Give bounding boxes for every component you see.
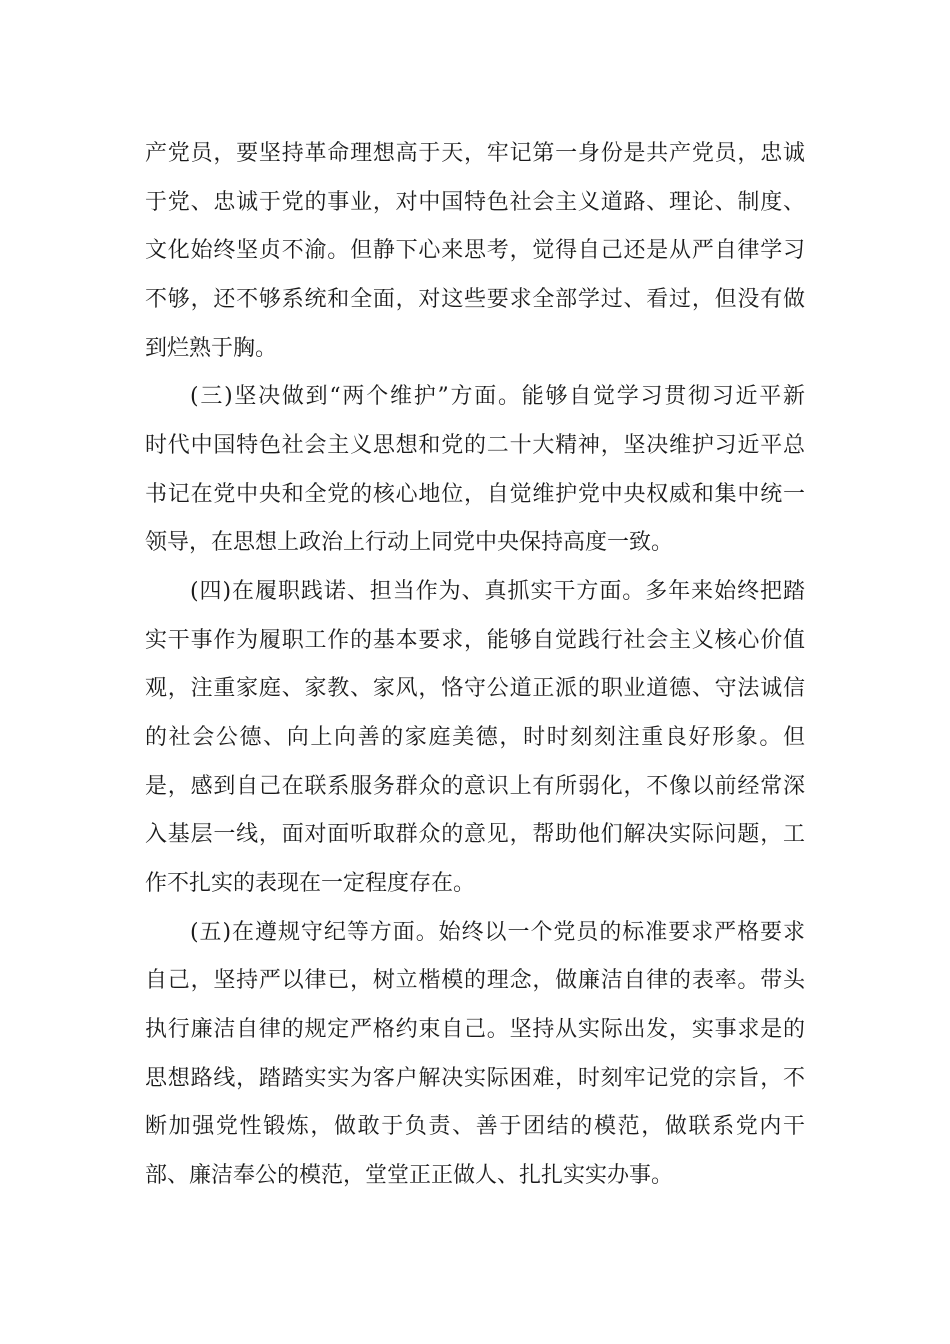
- body-text-line: 产党员，要坚持革命理想高于天，牢记第一身份是共产党员，忠诚: [145, 141, 805, 166]
- body-text-line: 实干事作为履职工作的基本要求，能够自觉践行社会主义核心价值: [145, 628, 805, 653]
- body-text-line: 入基层一线，面对面听取群众的意见，帮助他们解决实际问题，工: [145, 822, 805, 847]
- body-text-line: 到烂熟于胸。: [145, 336, 278, 361]
- section-heading-line: (三)坚决做到“两个维护”方面。能够自觉学习贯彻习近平新: [190, 384, 805, 409]
- body-text-line: 部、廉洁奉公的模范，堂堂正正做人、扎扎实实办事。: [145, 1163, 674, 1188]
- body-text-line: 时代中国特色社会主义思想和党的二十大精神，坚决维护习近平总: [145, 433, 805, 458]
- body-text-line: 是，感到自己在联系服务群众的意识上有所弱化，不像以前经常深: [145, 774, 805, 799]
- body-text-line: 的社会公德、向上向善的家庭美德，时时刻刻注重良好形象。但: [145, 725, 805, 750]
- body-text-line: 领导，在思想上政治上行动上同党中央保持高度一致。: [145, 530, 674, 555]
- body-text-line: 不够，还不够系统和全面，对这些要求全部学过、看过，但没有做: [145, 287, 805, 312]
- body-text-line: 执行廉洁自律的规定严格约束自己。坚持从实际出发，实事求是的: [145, 1017, 805, 1042]
- body-text-line: 书记在党中央和全党的核心地位，自觉维护党中央权威和集中统一: [145, 482, 805, 507]
- body-text-line: 观，注重家庭、家教、家风，恪守公道正派的职业道德、守法诚信: [145, 676, 805, 701]
- body-text-line: 作不扎实的表现在一定程度存在。: [145, 871, 476, 896]
- body-text-line: 文化始终坚贞不渝。但静下心来思考，觉得自己还是从严自律学习: [145, 238, 805, 263]
- body-text-line: 自己，坚持严以律已，树立楷模的理念，做廉洁自律的表率。带头: [145, 968, 805, 993]
- body-text-line: 思想路线，踏踏实实为客户解决实际困难，时刻牢记党的宗旨，不: [145, 1066, 805, 1091]
- body-text-line: 断加强党性锻炼，做敢于负责、善于团结的模范，做联系党内干: [145, 1114, 805, 1139]
- section-heading-line: (五)在遵规守纪等方面。始终以一个党员的标准要求严格要求: [190, 920, 805, 945]
- body-text-line: 于党、忠诚于党的事业，对中国特色社会主义道路、理论、制度、: [145, 190, 805, 215]
- section-heading-line: (四)在履职践诺、担当作为、真抓实干方面。多年来始终把踏: [190, 579, 805, 604]
